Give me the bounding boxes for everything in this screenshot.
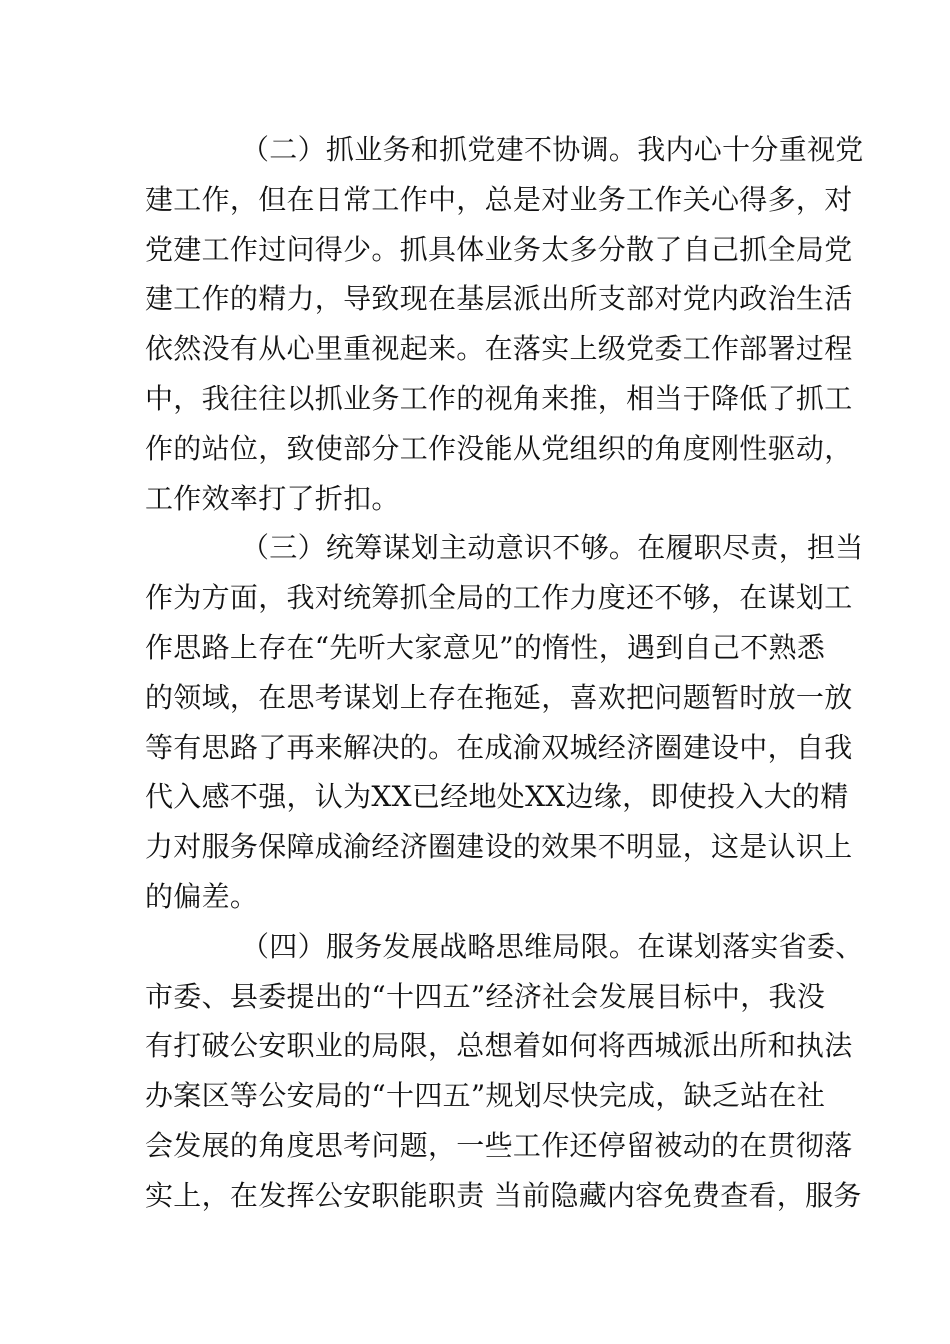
paragraph-line: 依然没有从心里重视起来。在落实上级党委工作部署过程: [145, 332, 853, 366]
paragraph-line: 工作效率打了折扣。: [145, 481, 400, 515]
paragraph-three: [145, 523, 864, 921]
paragraph-line: 的领域，在思考谋划上存在拖延，喜欢把问题暂时放一放: [145, 680, 853, 714]
paragraph-four: [145, 922, 864, 1221]
paragraph-line: （四）服务发展战略思维局限。在谋划落实省委、: [241, 929, 864, 963]
paragraph-line: 作为方面，我对统筹抓全局的工作力度还不够，在谋划工: [145, 581, 853, 615]
paragraph-two: [145, 125, 864, 523]
paragraph-line: 办案区等公安局的“十四五”规划尽快完成，缺乏站在社: [145, 1079, 826, 1113]
paragraph-line: 市委、县委提出的“十四五”经济社会发展目标中，我没: [145, 979, 826, 1013]
paragraph-line: （二）抓业务和抓党建不协调。我内心十分重视党: [241, 133, 864, 166]
paragraph-line: （三）统筹谋划主动意识不够。在履职尽责，担当: [241, 531, 864, 565]
paragraph-line: 代入感不强，认为XX已经地处XX边缘，即使投入大的精: [145, 780, 849, 814]
paragraph-line: 力对服务保障成渝经济圈建设的效果不明显，这是认识上: [145, 830, 853, 864]
paragraph-line: 建工作，但在日常工作中，总是对业务工作关心得多，对: [145, 182, 853, 216]
paragraph-line: 建工作的精力，导致现在基层派出所支部对党内政治生活: [145, 282, 853, 316]
document-body: [145, 125, 864, 1221]
paragraph-line: 作思路上存在“先听大家意见”的惰性，遇到自己不熟悉: [145, 630, 826, 664]
paragraph-line: 中，我往往以抓业务工作的视角来推，相当于降低了抓工: [145, 381, 853, 415]
paragraph-line: 等有思路了再来解决的。在成渝双城经济圈建设中，自我: [145, 730, 853, 764]
paragraph-line: 的偏差。: [145, 879, 259, 913]
paragraph-line: 会发展的角度思考问题，一些工作还停留被动的在贯彻落: [145, 1128, 853, 1162]
paragraph-line: 党建工作过问得少。抓具体业务太多分散了自己抓全局党: [145, 232, 853, 266]
paragraph-line: 作的站位，致使部分工作没能从党组织的角度刚性驱动，: [145, 431, 853, 465]
paragraph-line: 实上，在发挥公安职能职责 当前隐藏内容免费查看，服务: [145, 1178, 862, 1212]
paragraph-line: 有打破公安职业的局限，总想着如何将西城派出所和执法: [145, 1029, 853, 1063]
